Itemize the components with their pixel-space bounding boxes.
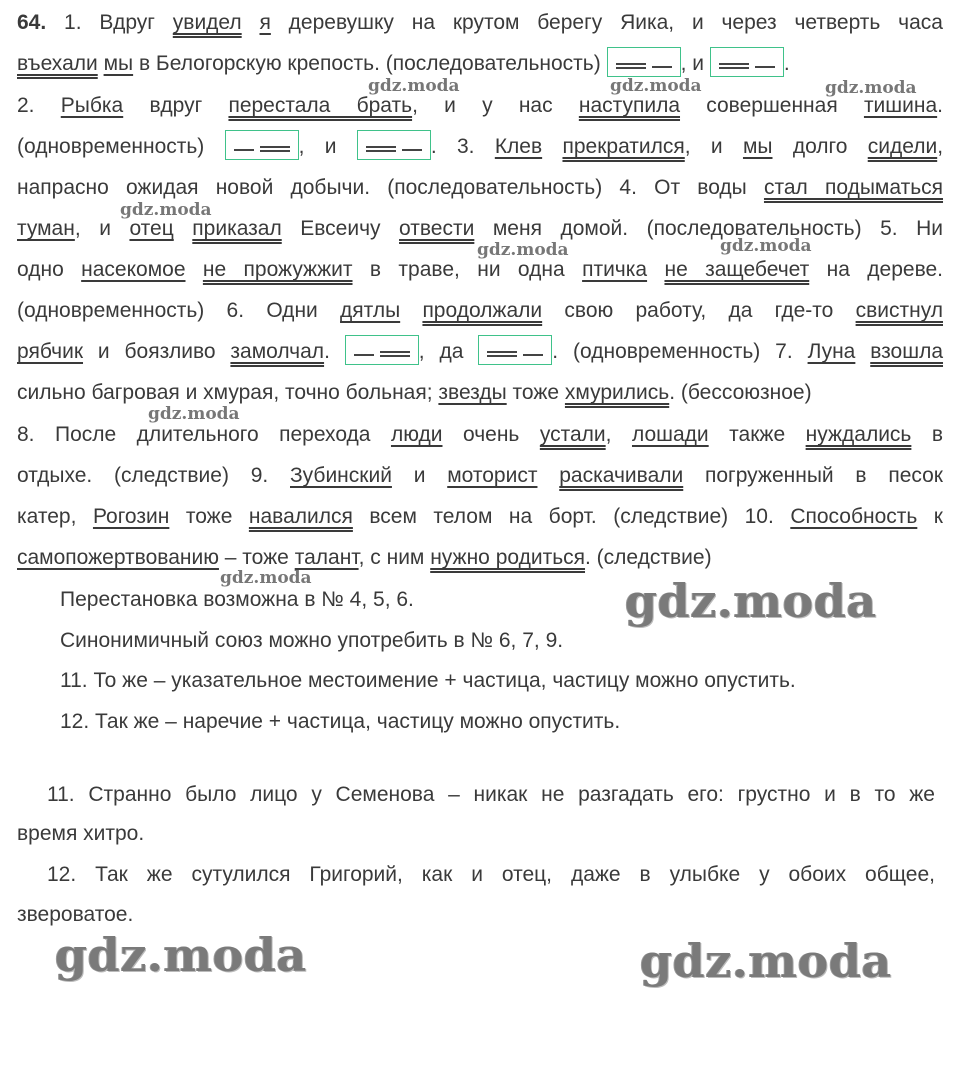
watermark-logo: gdz.moda xyxy=(148,404,240,424)
text xyxy=(542,135,562,158)
sentence-scheme-subject-predicate xyxy=(345,335,419,365)
text xyxy=(855,340,870,363)
text: , и xyxy=(74,217,130,240)
predicate: нуждались xyxy=(805,423,912,446)
subject: Клев xyxy=(494,135,543,158)
watermark-logo: gdz.moda xyxy=(720,236,812,256)
text: , xyxy=(605,423,632,446)
subject: дятлы xyxy=(340,299,401,322)
text xyxy=(647,258,664,281)
text: 2. xyxy=(17,94,61,117)
text: и xyxy=(391,464,448,487)
predicate: взошла xyxy=(870,340,944,363)
predicate: перестала брать xyxy=(228,94,413,117)
text: напрасно ожидая новой добычи. (последовательность) 4. От воды xyxy=(17,176,764,199)
text: совершенная xyxy=(680,94,864,117)
sentence-scheme-predicate-subject xyxy=(607,47,681,77)
example-12-line-1: 12. Так же сутулился Григорий, как и отец, даже в улыбке у обоих общее, xyxy=(47,863,935,886)
subject: люди xyxy=(390,423,443,446)
predicate: раскачивали xyxy=(559,464,684,487)
text: , xyxy=(937,135,944,158)
subject: рябчик xyxy=(17,340,84,363)
text xyxy=(400,299,422,322)
text: в xyxy=(911,423,944,446)
predicate: продолжали xyxy=(422,299,543,322)
predicate: прекратился xyxy=(562,135,685,158)
note-11: 11. То же – указательное местоимение + частица, частицу можно опустить. xyxy=(60,669,796,692)
predicate: сидели xyxy=(867,135,938,158)
subject: моторист xyxy=(447,464,538,487)
text: , и xyxy=(298,135,357,158)
text: в траве, ни одна xyxy=(352,258,583,281)
text: всем телом на борт. (следствие) 10. xyxy=(352,505,791,528)
text: и боязливо xyxy=(83,340,231,363)
text: 8. После длительного перехода xyxy=(17,423,391,446)
text: . (одновременность) 7. xyxy=(552,340,808,363)
text-line-9 xyxy=(17,339,943,365)
subject: мы xyxy=(103,52,134,75)
text-line-11 xyxy=(17,422,943,448)
text-line-14 xyxy=(17,545,712,571)
subject-mark xyxy=(354,354,374,356)
text: . xyxy=(783,52,790,75)
sentence-scheme-predicate-subject xyxy=(357,130,431,160)
predicate: наступила xyxy=(578,94,681,117)
text-line-12 xyxy=(17,463,943,489)
note-permutation: Перестановка возможна в № 4, 5, 6. xyxy=(60,588,414,611)
subject: мы xyxy=(742,135,773,158)
text: тоже xyxy=(169,505,249,528)
subject-mark xyxy=(652,66,672,68)
predicate: не защебечет xyxy=(664,258,810,281)
text: катер, xyxy=(17,505,93,528)
example-11-line-1: 11. Странно было лицо у Семенова – никак не разгадать его: грустно и в то же xyxy=(47,783,935,806)
subject: Рыбка xyxy=(60,94,124,117)
subject: Способность xyxy=(790,505,918,528)
subject-mark xyxy=(523,354,543,356)
text: свою работу, да где-то xyxy=(542,299,856,322)
predicate: хмурились xyxy=(564,381,670,404)
subject: Рогозин xyxy=(92,505,170,528)
sentence-scheme-predicate-subject xyxy=(478,335,552,365)
predicate: нужно родиться xyxy=(430,546,586,569)
subject: талант xyxy=(294,546,359,569)
subject: Луна xyxy=(807,340,856,363)
watermark-logo-large: gdz.moda xyxy=(640,934,892,988)
text: тоже xyxy=(506,381,565,404)
subject: отец xyxy=(129,217,174,240)
watermark-logo: gdz.moda xyxy=(477,240,569,260)
subject: туман xyxy=(17,217,75,240)
text xyxy=(186,258,203,281)
predicate-mark xyxy=(719,63,749,69)
text: одно xyxy=(17,258,82,281)
subject-mark xyxy=(755,66,775,68)
subject: птичка xyxy=(582,258,648,281)
text: , да xyxy=(418,340,479,363)
task-number: 64. xyxy=(17,11,47,34)
predicate-mark xyxy=(366,146,396,152)
text: , и xyxy=(680,52,710,75)
text: долго xyxy=(772,135,868,158)
predicate: отвести xyxy=(399,217,475,240)
predicate: свистнул xyxy=(855,299,943,322)
text: на дереве. xyxy=(809,258,943,281)
subject-mark xyxy=(234,149,254,151)
subject-mark xyxy=(402,149,422,151)
predicate: стал подыматься xyxy=(763,176,944,199)
predicate-mark xyxy=(380,351,410,357)
watermark-logo: gdz.moda xyxy=(610,76,702,96)
text xyxy=(174,217,193,240)
text-line-7 xyxy=(17,257,943,283)
watermark-logo-large: gdz.moda xyxy=(55,928,307,982)
text-line-13 xyxy=(17,504,943,530)
text-line-8 xyxy=(17,298,943,324)
text: , с ним xyxy=(358,546,431,569)
text: . xyxy=(937,94,943,117)
text: , и xyxy=(684,135,743,158)
predicate: устали xyxy=(539,423,606,446)
predicate: въехали xyxy=(17,52,98,75)
text-line-1 xyxy=(17,10,943,36)
text-line-5 xyxy=(17,175,943,201)
text: отдыхе. (следствие) 9. xyxy=(17,464,290,487)
text: меня домой. (последовательность) 5. Ни xyxy=(474,217,944,240)
subject: я xyxy=(259,11,271,34)
predicate-mark xyxy=(487,351,517,357)
predicate-mark xyxy=(260,146,290,152)
subject: звезды xyxy=(438,381,507,404)
text: . (бессоюзное) xyxy=(669,381,812,404)
text: деревушку на крутом берегу Яика, и через четверть часа xyxy=(270,11,943,34)
text: в Белогорскую крепость. (последовательность) xyxy=(133,52,607,75)
predicate: замолчал xyxy=(230,340,325,363)
text: 1. Вдруг xyxy=(64,11,173,34)
text-line-4 xyxy=(17,134,943,160)
predicate: не прожужжит xyxy=(202,258,353,281)
subject: тишина xyxy=(863,94,938,117)
example-11-line-2: время хитро. xyxy=(17,822,145,845)
subject: Зубинский xyxy=(290,464,392,487)
watermark-logo: gdz.moda xyxy=(825,78,917,98)
subject: самопожертвованию xyxy=(17,546,219,569)
watermark-logo-large: gdz.moda xyxy=(625,574,877,628)
text: также xyxy=(708,423,806,446)
watermark-logo: gdz.moda xyxy=(120,200,212,220)
sentence-scheme-subject-predicate xyxy=(225,130,299,160)
text xyxy=(242,11,260,34)
text: погруженный в песок xyxy=(683,464,943,487)
predicate-mark xyxy=(616,63,646,69)
text: (одновременность) xyxy=(17,135,225,158)
predicate: приказал xyxy=(192,217,282,240)
watermark-logo: gdz.moda xyxy=(220,568,312,588)
text-line-2 xyxy=(17,51,790,77)
sentence-scheme-predicate-subject xyxy=(710,47,784,77)
text: . (следствие) xyxy=(585,546,712,569)
subject: насекомое xyxy=(81,258,186,281)
text-line-3 xyxy=(17,93,943,119)
text: сильно багровая и хмурая, точно больная; xyxy=(17,381,439,404)
predicate: навалился xyxy=(248,505,353,528)
text: (одновременность) 6. Одни xyxy=(17,299,341,322)
note-12: 12. Так же – наречие + частица, частицу можно опустить. xyxy=(60,710,621,733)
text: к xyxy=(917,505,943,528)
predicate: увидел xyxy=(172,11,242,34)
text: . xyxy=(324,340,345,363)
text xyxy=(537,464,559,487)
text: вдруг xyxy=(123,94,229,117)
text: очень xyxy=(442,423,540,446)
text: – тоже xyxy=(218,546,295,569)
watermark-logo: gdz.moda xyxy=(368,76,460,96)
text-line-10 xyxy=(17,380,812,406)
text: , и у нас xyxy=(412,94,579,117)
subject: лошади xyxy=(631,423,709,446)
note-synonym-conjunction: Синонимичный союз можно употребить в № 6, 7, 9. xyxy=(60,629,564,652)
text: . 3. xyxy=(430,135,495,158)
text: Евсеичу xyxy=(281,217,400,240)
example-12-line-2: звероватое. xyxy=(17,903,134,926)
